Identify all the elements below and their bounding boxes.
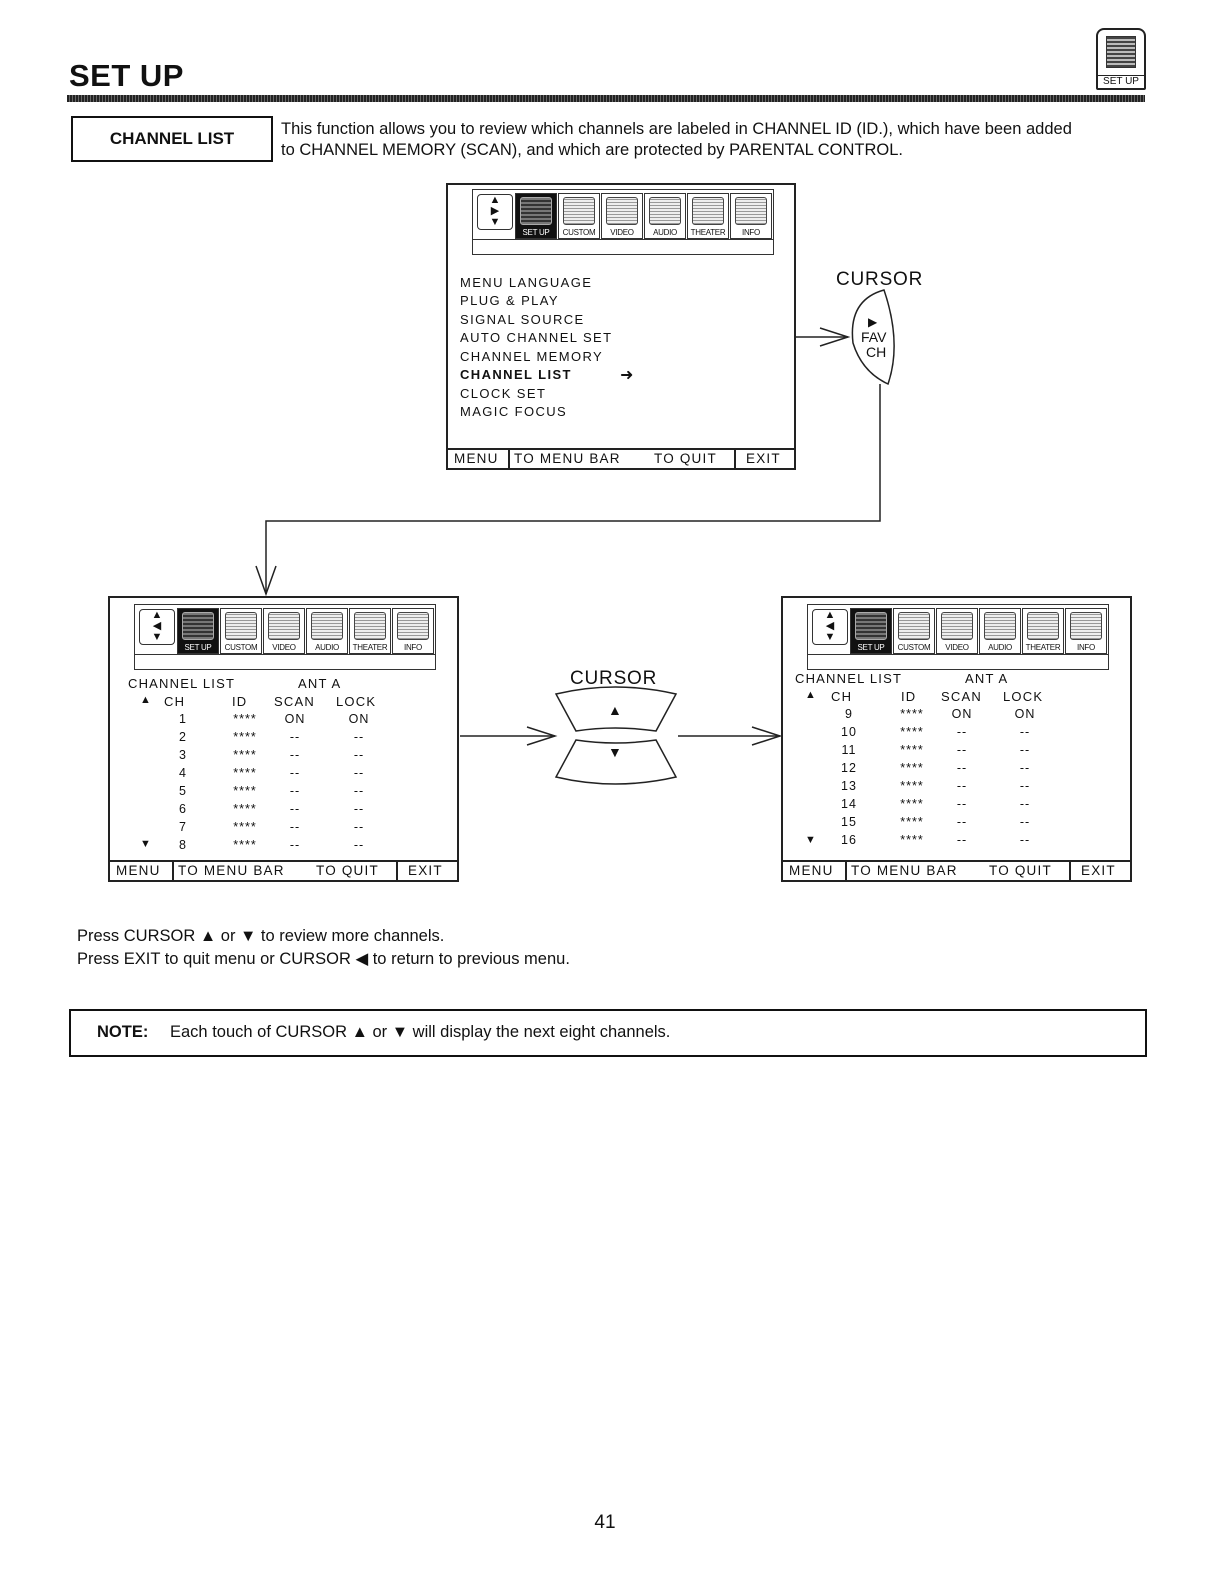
channel-cell-lock: -- (353, 838, 365, 852)
note-label: NOTE: (97, 1023, 149, 1041)
channel-cell-id: **** (900, 761, 924, 775)
channel-cell-id: **** (233, 820, 257, 834)
cursor-top-label: CURSOR (836, 269, 924, 290)
col-lock-header: LOCK (336, 694, 377, 709)
menu-footer (448, 448, 794, 468)
tab-label: CUSTOM (562, 228, 596, 237)
channel-cell-lock: -- (353, 748, 365, 762)
nav-arrows-icon: ▲ ◀ ▼ (812, 609, 848, 645)
tab-label: THEATER (1025, 643, 1061, 652)
tab-label: VIDEO (272, 643, 296, 652)
channel-cell-id: **** (233, 766, 257, 780)
channel-cell-id: **** (900, 707, 924, 721)
menu-item-plug-and-play[interactable]: PLUG & PLAY (460, 293, 559, 308)
channel-cell-scan: -- (289, 838, 301, 852)
footer-to-quit: TO QUIT (316, 863, 379, 878)
scroll-up-icon: ▲ (805, 689, 818, 701)
menu-item-signal-source[interactable]: SIGNAL SOURCE (460, 312, 585, 327)
channel-cell-scan: -- (289, 784, 301, 798)
channel-cell-ch: 9 (845, 707, 853, 721)
footer-exit: EXIT (734, 450, 781, 468)
channel-list-title: CHANNEL LIST (795, 671, 903, 686)
note-box (69, 1009, 1147, 1057)
audio-tab-icon (649, 197, 681, 225)
audio-tab-icon (984, 612, 1016, 640)
tab-label: CUSTOM (224, 643, 258, 652)
channel-list-screen-page-2 (781, 596, 1132, 882)
channel-cell-scan: -- (956, 725, 968, 739)
cursor-up-icon: ▲ (608, 702, 622, 718)
channel-list-footer (783, 860, 1130, 880)
scroll-up-icon: ▲ (140, 694, 153, 706)
info-tab-icon (397, 612, 429, 640)
channel-cell-lock: -- (353, 766, 365, 780)
menu-item-channel-list[interactable]: CHANNEL LIST (460, 367, 572, 382)
tab-label: AUDIO (315, 643, 339, 652)
tab-label: THEATER (690, 228, 726, 237)
col-ch-header: CH (164, 694, 186, 709)
channel-cell-ch: 16 (841, 833, 857, 847)
channel-cell-lock: -- (1019, 815, 1031, 829)
channel-cell-ch: 1 (179, 712, 187, 726)
col-scan-header: SCAN (941, 689, 982, 704)
setup-tab-icon (855, 612, 887, 640)
channel-cell-lock: -- (353, 802, 365, 816)
footer-to-menu-bar: TO MENU BAR (172, 862, 285, 880)
tab-audio[interactable] (306, 608, 348, 654)
channel-cell-ch: 14 (841, 797, 857, 811)
cursor-down-icon: ▼ (608, 744, 622, 760)
channel-cell-scan: ON (951, 707, 973, 721)
nav-arrows-icon: ▲ ▶ ▼ (477, 194, 513, 230)
channel-cell-scan: -- (289, 820, 301, 834)
tab-label: INFO (1077, 643, 1095, 652)
page-number: 41 (594, 1512, 616, 1533)
tab-theater[interactable] (687, 193, 729, 239)
channel-cell-ch: 2 (179, 730, 187, 744)
scroll-down-icon: ▼ (805, 834, 818, 846)
channel-cell-scan: -- (956, 761, 968, 775)
channel-cell-id: **** (900, 725, 924, 739)
tab-label: VIDEO (945, 643, 969, 652)
col-id-header: ID (901, 689, 917, 704)
tab-label: THEATER (352, 643, 388, 652)
channel-cell-ch: 7 (179, 820, 187, 834)
video-tab-icon (941, 612, 973, 640)
custom-tab-icon (225, 612, 257, 640)
channel-cell-id: **** (233, 712, 257, 726)
channel-cell-ch: 5 (179, 784, 187, 798)
tab-bar-strip (808, 654, 1108, 669)
channel-cell-lock: -- (1019, 725, 1031, 739)
channel-cell-id: **** (233, 784, 257, 798)
footer-exit: EXIT (1069, 862, 1116, 880)
menu-tab-bar (472, 189, 774, 255)
tab-label: SET UP (522, 228, 550, 237)
tab-video[interactable] (263, 608, 305, 654)
channel-cell-id: **** (900, 797, 924, 811)
channel-cell-lock: -- (353, 730, 365, 744)
menu-item-magic-focus[interactable]: MAGIC FOCUS (460, 404, 568, 419)
channel-cell-lock: ON (348, 712, 370, 726)
info-tab-icon (1070, 612, 1102, 640)
footer-menu: MENU (789, 863, 834, 878)
custom-tab-icon (898, 612, 930, 640)
tab-label: SET UP (857, 643, 885, 652)
channel-list-screen-page-1 (108, 596, 459, 882)
setup-tab-icon (182, 612, 214, 640)
channel-cell-ch: 8 (179, 838, 187, 852)
nav-arrows-icon: ▲ ◀ ▼ (139, 609, 175, 645)
channel-cell-ch: 6 (179, 802, 187, 816)
theater-tab-icon (1027, 612, 1059, 640)
tab-label: CUSTOM (897, 643, 931, 652)
antenna-label: ANT A (965, 671, 1009, 686)
channel-cell-scan: -- (289, 802, 301, 816)
channel-cell-id: **** (900, 815, 924, 829)
channel-cell-scan: -- (956, 797, 968, 811)
tab-bar-strip (473, 239, 773, 254)
cursor-ch-label: CH (866, 344, 887, 360)
channel-cell-id: **** (900, 833, 924, 847)
scroll-down-icon: ▼ (140, 838, 153, 850)
channel-cell-ch: 12 (841, 761, 857, 775)
channel-cell-id: **** (233, 838, 257, 852)
tab-custom[interactable] (558, 193, 600, 239)
footer-to-menu-bar: TO MENU BAR (508, 450, 621, 468)
channel-cell-scan: -- (289, 748, 301, 762)
channel-cell-ch: 10 (841, 725, 857, 739)
tab-custom[interactable] (220, 608, 262, 654)
menu-tab-bar (807, 604, 1109, 670)
channel-list-footer (110, 860, 457, 880)
instruction-line-2: Press EXIT to quit menu or CURSOR ◀ to return to previous menu. (77, 950, 570, 968)
tab-theater[interactable] (1022, 608, 1064, 654)
tab-info[interactable] (392, 608, 434, 654)
tab-label: AUDIO (653, 228, 677, 237)
footer-to-quit: TO QUIT (654, 451, 717, 466)
tab-setup[interactable] (177, 608, 219, 654)
tab-label: INFO (742, 228, 760, 237)
intro-line-2: to CHANNEL MEMORY (SCAN), and which are protected by PARENTAL CONTROL. (281, 141, 903, 159)
video-tab-icon (268, 612, 300, 640)
channel-cell-scan: ON (284, 712, 306, 726)
channel-cell-ch: 11 (841, 743, 857, 757)
col-scan-header: SCAN (274, 694, 315, 709)
tab-audio[interactable] (644, 193, 686, 239)
col-id-header: ID (232, 694, 248, 709)
channel-cell-scan: -- (956, 833, 968, 847)
antenna-label: ANT A (298, 676, 342, 691)
menu-item-channel-memory[interactable]: CHANNEL MEMORY (460, 349, 604, 364)
channel-cell-lock: -- (1019, 797, 1031, 811)
channel-cell-id: **** (233, 748, 257, 762)
note-text: Each touch of CURSOR ▲ or ▼ will display the next eight channels. (170, 1023, 671, 1041)
channel-cell-lock: -- (1019, 779, 1031, 793)
channel-cell-ch: 3 (179, 748, 187, 762)
channel-cell-id: **** (233, 802, 257, 816)
selected-arrow-icon: ➜ (620, 367, 634, 384)
tab-video[interactable] (601, 193, 643, 239)
menu-item-menu-language[interactable]: MENU LANGUAGE (460, 275, 593, 290)
channel-cell-ch: 13 (841, 779, 857, 793)
channel-cell-lock: -- (353, 784, 365, 798)
channel-cell-scan: -- (956, 779, 968, 793)
channel-list-title: CHANNEL LIST (128, 676, 236, 691)
intro-line-1: This function allows you to review which channels are labeled in CHANNEL ID (ID.), which have been added (281, 120, 1072, 138)
channel-cell-id: **** (900, 779, 924, 793)
page-title: SET UP (69, 58, 184, 93)
channel-cell-id: **** (233, 730, 257, 744)
cursor-fav-label: FAV (861, 329, 887, 345)
video-tab-icon (606, 197, 638, 225)
col-ch-header: CH (831, 689, 853, 704)
menu-item-clock-set[interactable]: CLOCK SET (460, 386, 547, 401)
footer-menu: MENU (454, 451, 499, 466)
theater-tab-icon (354, 612, 386, 640)
channel-cell-lock: -- (1019, 833, 1031, 847)
info-tab-icon (735, 197, 767, 225)
setup-icon-label: SET UP (1098, 75, 1144, 87)
tab-audio[interactable] (979, 608, 1021, 654)
footer-to-menu-bar: TO MENU BAR (845, 862, 958, 880)
cursor-right-arrow-icon: ▶ (868, 315, 878, 329)
cursor-mid-label: CURSOR (570, 668, 658, 689)
menu-tab-bar (134, 604, 436, 670)
tab-label: INFO (404, 643, 422, 652)
channel-cell-ch: 15 (841, 815, 857, 829)
channel-cell-scan: -- (956, 815, 968, 829)
tab-video[interactable] (936, 608, 978, 654)
tab-info[interactable] (730, 193, 772, 239)
theater-tab-icon (692, 197, 724, 225)
footer-exit: EXIT (396, 862, 443, 880)
tab-label: SET UP (184, 643, 212, 652)
channel-cell-lock: -- (1019, 761, 1031, 775)
footer-menu: MENU (116, 863, 161, 878)
instruction-line-1: Press CURSOR ▲ or ▼ to review more channels. (77, 927, 445, 945)
tab-label: VIDEO (610, 228, 634, 237)
tab-custom[interactable] (893, 608, 935, 654)
channel-cell-lock: -- (353, 820, 365, 834)
channel-cell-lock: ON (1014, 707, 1036, 721)
channel-cell-scan: -- (289, 730, 301, 744)
tab-bar-strip (135, 654, 435, 669)
tab-theater[interactable] (349, 608, 391, 654)
section-label: CHANNEL LIST (71, 116, 273, 162)
channel-cell-id: **** (900, 743, 924, 757)
tab-setup[interactable] (850, 608, 892, 654)
channel-cell-scan: -- (289, 766, 301, 780)
tab-setup[interactable] (515, 193, 557, 239)
channel-cell-scan: -- (956, 743, 968, 757)
tab-info[interactable] (1065, 608, 1107, 654)
audio-tab-icon (311, 612, 343, 640)
setup-menu-screen (446, 183, 796, 470)
tab-label: AUDIO (988, 643, 1012, 652)
menu-item-auto-channel-set[interactable]: AUTO CHANNEL SET (460, 330, 613, 345)
channel-cell-ch: 4 (179, 766, 187, 780)
channel-cell-lock: -- (1019, 743, 1031, 757)
footer-to-quit: TO QUIT (989, 863, 1052, 878)
col-lock-header: LOCK (1003, 689, 1044, 704)
custom-tab-icon (563, 197, 595, 225)
setup-tab-icon (520, 197, 552, 225)
